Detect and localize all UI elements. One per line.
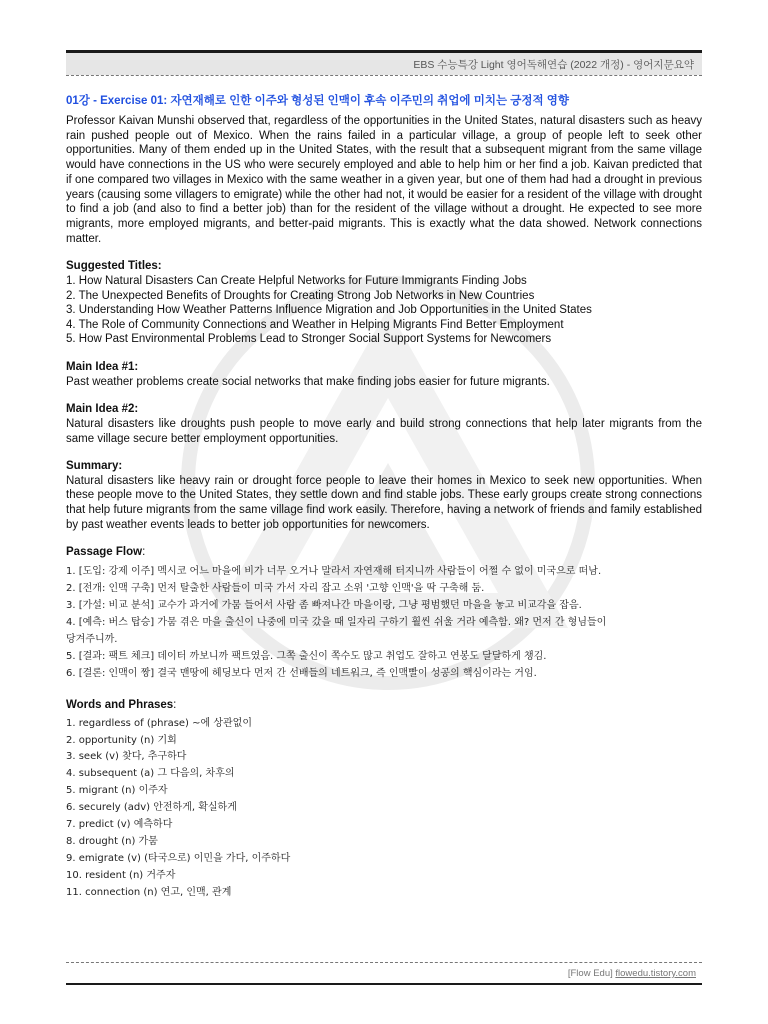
list-item: 6. [결론: 인맥이 짱] 결국 맨땅에 헤딩보다 먼저 간 선배들의 네트워크, 즉 인맥빨이 성공의 핵심이라는 거임. [66,667,537,679]
words-phrases-heading-label: Words and Phrases [66,698,174,711]
suggested-titles-list [66,274,702,347]
main-idea-1-text: Past weather problems create social networks that make finding jobs easier for future migrants. [66,375,550,388]
header-text: EBS 수능특강 Light 영어독해연습 (2022 개정) - 영어지문요약 [413,58,694,71]
passage-flow-heading-colon: : [142,546,146,559]
suggested-titles-heading: Suggested Titles: [66,260,162,273]
footer-link[interactable]: flowedu.tistory.com [615,968,696,979]
list-item: 9. emigrate (v) (타국으로) 이민을 가다, 이주하다 [66,852,291,864]
main-idea-2-text: Natural disasters like droughts push people to move early and build strong connections that help later migrants from the same village secure better employment opportunities. [66,418,702,445]
list-item: 4. [예측: 버스 탑승] 가뭄 겪은 마을 출신이 나중에 미국 갔을 때 일자리 구하기 훨씬 쉬울 거라 예측함. 왜? 먼저 간 형님들이 [66,616,607,628]
main-idea-1-heading: Main Idea #1: [66,361,139,373]
words-phrases-heading [66,698,702,713]
passage-flow-heading [66,545,702,560]
list-item: 10. resident (n) 거주자 [66,869,176,881]
list-item: 2. opportunity (n) 기회 [66,734,177,746]
footer-brand: [Flow Edu] [567,968,613,979]
passage-flow-heading-label: Passage Flow [66,546,143,559]
list-item-continuation: 당겨주니까. [66,633,118,645]
document-page [66,50,702,902]
list-item: 11. connection (n) 연고, 인맥, 관계 [66,886,232,898]
list-item: 3. Understanding How Weather Patterns Influence Migration and Job Opportunities in the United States [66,304,592,317]
list-item: 4. subsequent (a) 그 다음의, 차후의 [66,768,235,780]
summary-heading: Summary: [66,460,123,473]
list-item: 3. [가설: 비교 분석] 교수가 과거에 가뭄 들어서 사람 좀 빠져나간 마을이랑, 그냥 평범했던 마을을 놓고 비교각을 잡음. [66,599,582,611]
list-item: 1. [도입: 강제 이주] 멕시코 어느 마을에 비가 너무 오거나 말라서 자연재해 터지니까 사람들이 어쩔 수 없이 미국으로 떠남. [66,565,602,577]
header-divider [66,75,702,76]
summary-text: Natural disasters like heavy rain or drought force people to leave their homes in Mexico to seek new opportunities. When these people move to the United States, they settle down and find stable jobs. These early groups create strong connections that help future migrants from the same village find work easily. Therefore, having a network of friends and family established by past weather events leads to better job opportunities for newcomers. [66,474,702,531]
list-item: 3. seek (v) 찾다, 추구하다 [66,751,187,763]
document-header [66,53,702,75]
list-item: 4. The Role of Community Connections and Weather in Helping Migrants Find Better Employment [66,318,564,331]
words-phrases-list [66,716,702,902]
list-item: 2. The Unexpected Benefits of Droughts for Creating Strong Job Networks in New Countries [66,289,535,302]
words-phrases-heading-colon: : [173,698,177,711]
list-item: 5. How Past Environmental Problems Lead to Stronger Social Support Systems for Newcomers [66,333,552,346]
list-item: 7. predict (v) 예측하다 [66,819,173,831]
list-item: 1. regardless of (phrase) ~에 상관없이 [66,717,252,729]
passage-flow-list [66,563,702,682]
list-item: 5. migrant (n) 이주자 [66,785,168,797]
list-item: 5. [결과: 팩트 체크] 데이터 까보니까 팩트였음. 그쪽 출신이 쪽수도 많고 취업도 잘하고 연봉도 달달하게 챙김. [66,650,547,662]
list-item: 8. drought (n) 가뭄 [66,836,158,848]
passage-text: Professor Kaivan Munshi observed that, regardless of the opportunities in the United States, natural disasters such as heavy rain pushed people out of Mexico. When the rains failed in a particular village, a group of people left to seek other opportunities. Many of them ended up in the United States, with the result that a subsequent migrant from the same village would have connections in the US who were securely employed and able to help him or her find a job. Kaivan predicted that if one compared two villages in Mexico with the same weather in a given year, but one of them had had a drought in previous years (causing some villagers to emigrate) while the other had not, it would be easier for a resident of the village with drought to find a job (and also to find a better job) than for the resident of the village without a drought. He expected to see more migrants, more employed migrants, and better-paid migrants. This is exactly what the data showed. Network connections matter. [66,115,702,245]
list-item: 1. How Natural Disasters Can Create Helpful Networks for Future Immigrants Finding Jobs [66,275,527,288]
footer-bottom-rule [66,983,702,985]
list-item: 6. securely (adv) 안전하게, 확실하게 [66,802,237,814]
main-idea-2-heading: Main Idea #2: [66,403,139,416]
list-item: 2. [전개: 인맥 구축] 먼저 탈출한 사람들이 미국 가서 자리 잡고 소위 '고향 인맥'을 딱 구축해 둠. [66,582,485,594]
lesson-title: 01강 - Exercise 01: 자연재해로 인한 이주와 형성된 인맥이 후속 이주민의 취업에 미치는 긍정적 영향 [66,95,569,107]
document-footer [66,962,702,985]
footer-credit [66,963,702,983]
